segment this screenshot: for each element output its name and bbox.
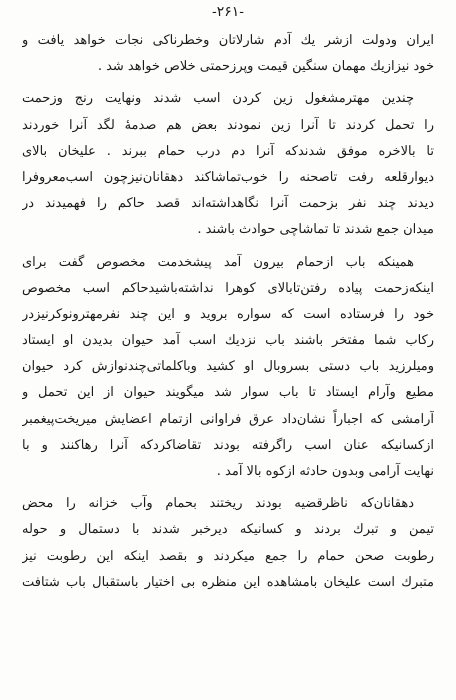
- text-line: آرامشی که اجباراً نشان‌داد عرق فراوانی ازتمام اعضایش میریخت‌پیغمبر: [22, 411, 434, 427]
- text-line: دیوارقلعه رفت تاصحنه را خوب‌تماشاکند دهقانان‌نیزچون اسب‌معروفرا: [22, 169, 434, 185]
- text-line: خود نیزازیك مهمان سنگین قیمت وپرزحمتی خلاص خواهد شد .: [97, 59, 434, 75]
- paragraph: [22, 86, 434, 243]
- text-line: را تحمل کردند تا آنرا زین نمودند بعض هم صدمهٔ لگد آنرا خوردند: [22, 117, 434, 133]
- text-line: اینکه‌زحمت پیاده رفتن‌تابالای کوهرا نداشته‌باشیدحاکم اسب مخصوص: [22, 280, 434, 296]
- text-line: دهقانان‌که ناظرقضیه بودند ریختند بحمام وآب خزانه را محض: [22, 496, 414, 512]
- text-line: تا بالاخره موفق شدندکه آنرا دم درب حمام ببرند . علیخان بالای: [22, 143, 434, 159]
- text-line: همینکه باب ازحمام بیرون آمد پیشخدمت مخصوص گفت برای: [22, 254, 414, 270]
- text-line: متبرك است علیخان بامشاهده این منظره بی اختیار باستقبال باب شتافت: [22, 574, 434, 590]
- text-line: ایران ودولت ازشر یك آدم شارلاتان وخطرناكی نجات خواهد یافت و: [22, 33, 434, 48]
- page-number: -۲۶۱-: [211, 4, 245, 20]
- text-line: خود را فرستاده است که سواره بروید و این چند نفرمهترونوکرنیزدر: [22, 306, 434, 322]
- text-line: نهایت آرامی وبدون حادثه ازکوه بالا آمد .: [216, 464, 434, 479]
- paragraph: [22, 250, 434, 486]
- paragraph: [22, 491, 434, 596]
- text-line: ومیلرزید باب دستی بسروبال او کشید وباکلماتی‌چندنوازش کرد حیوان: [22, 359, 434, 375]
- body-text: [22, 28, 434, 596]
- text-line: دیدند چند نفر بزحمت آنرا نگاهداشته‌اند قصد حاکم را فهمیدند در: [22, 196, 434, 212]
- text-line: تیمن و تبرك بردند و کسانیکه دیرخبر شدند با دستمال و حوله: [22, 522, 434, 538]
- text-line: چندین مهترمشغول زین کردن اسب شدند ونهایت رنج وزحمت: [22, 91, 414, 107]
- text-line: ازکسانیکه عنان اسب راگرفته بودند تقاضاکردکه آنرا رهاکنند و با: [22, 437, 434, 453]
- text-line: رکاب شما مفتخر باشند باب نزدیك اسب آمد حیوان بدیدن او ایستاد: [22, 333, 434, 349]
- text-line: رطوبت صحن حمام را جمع میکردند و بقصد اینکه این رطوبت نیز: [22, 548, 434, 564]
- text-line: مطیع وآرام ایستاد تا باب سوار شد میگویند حیوان از این تحمل و: [22, 385, 434, 401]
- paragraph: [22, 28, 434, 80]
- text-line: میدان جمع شدند تا تماشاچی حوادث باشند .: [197, 222, 434, 238]
